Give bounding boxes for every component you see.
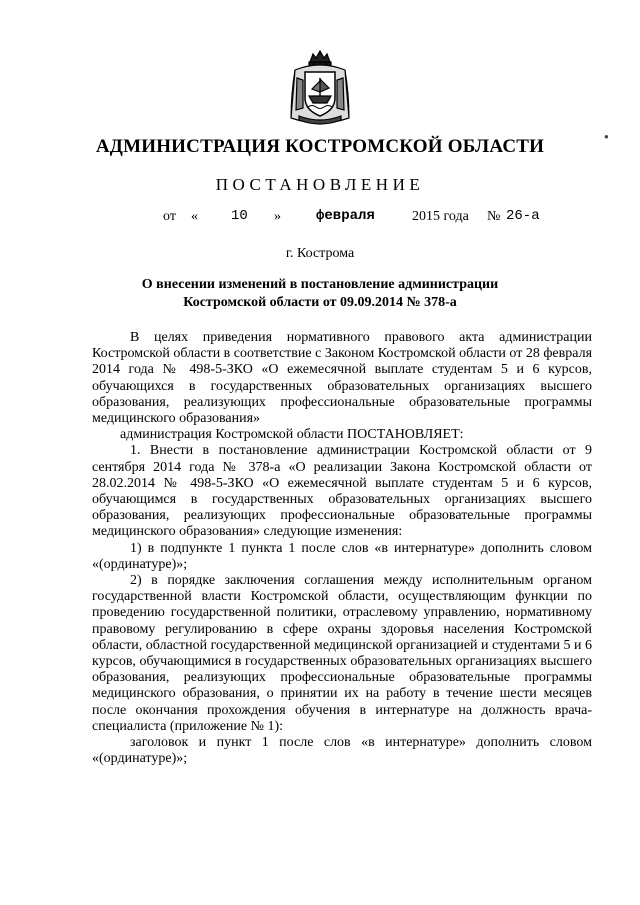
document-heading — [60, 276, 580, 312]
city-line: г. Кострома — [285, 246, 355, 261]
number-sign: № — [487, 209, 501, 224]
heading-line-1: О внесении изменений в постановление администрации — [141, 277, 499, 292]
organization-title: АДМИНИСТРАЦИЯ КОСТРОМСКОЙ ОБЛАСТИ — [95, 136, 545, 157]
paragraph-heading-change: заголовок и пункт 1 после слов «в интернатуре» дополнить словом «(ординатуре)»; — [92, 735, 592, 767]
heading-line-2: Костромской области от 09.09.2014 № 378-а — [183, 295, 457, 310]
paragraph-subitem-1: 1) в подпункте 1 пункта 1 после слов «в интернатуре» дополнить словом «(ординатуре)»; — [92, 540, 592, 572]
date-line — [0, 209, 640, 229]
date-prefix: от — [163, 209, 176, 224]
date-day: 10 — [231, 208, 248, 224]
paragraph-item-1: 1. Внести в постановление администрации Костромской области от 9 сентября 2014 года № 378-а «О реализации Закона Костромской области от 28.02.2014 № 498-5-ЗКО «О ежемесячной выплате студентам 5 и 6 курсов, обучающимся в государственных образовательных организациях высшего образования, реализующих профессиональные образовательные программы медицинского образования» следующие изменения: — [92, 443, 592, 540]
date-year: 2015 года — [412, 209, 469, 224]
coat-of-arms-emblem — [287, 48, 353, 126]
quote-close: » — [274, 209, 281, 224]
document-type: ПОСТАНОВЛЕНИЕ — [215, 175, 425, 194]
paragraph-subitem-2: 2) в порядке заключения соглашения между исполнительным органом государственной власти Костромской области, осуществляющим функции по проведению государственной политики, отраслевому управлению, нормативному правовому регулированию в сфере охраны здоровья населения Костромской области, областной государственной медицинской организацией и студентами 5 и 6 курсов, обучающимися в государственных образовательных организациях высшего образования, реализующих профессиональные образовательные программы медицинского образования, о принятии их на работу в течение шести месяцев после окончания прохождения обучения в интернатуре на должность врача-специалиста (приложение № 1): — [92, 573, 592, 734]
paragraph-preamble: В целях приведения нормативного правового акта администрации Костромской области в соответствие с Законом Костромской области от 28 февраля 2014 года № 498-5-ЗКО «О ежемесячной выплате студентам 5 и 6 курсов, обучающихся в государственных образовательных организациях высшего образования, реализующих профессиональные образовательные программы медицинского образования» — [92, 330, 593, 427]
quote-open: « — [191, 209, 198, 224]
paragraph-resolves: администрация Костромской области ПОСТАНОВЛЯЕТ: — [120, 427, 464, 443]
document-body — [92, 330, 592, 767]
document-number: 26-а — [506, 208, 540, 224]
margin-mark: ● — [604, 132, 609, 141]
date-month: февраля — [316, 208, 375, 224]
